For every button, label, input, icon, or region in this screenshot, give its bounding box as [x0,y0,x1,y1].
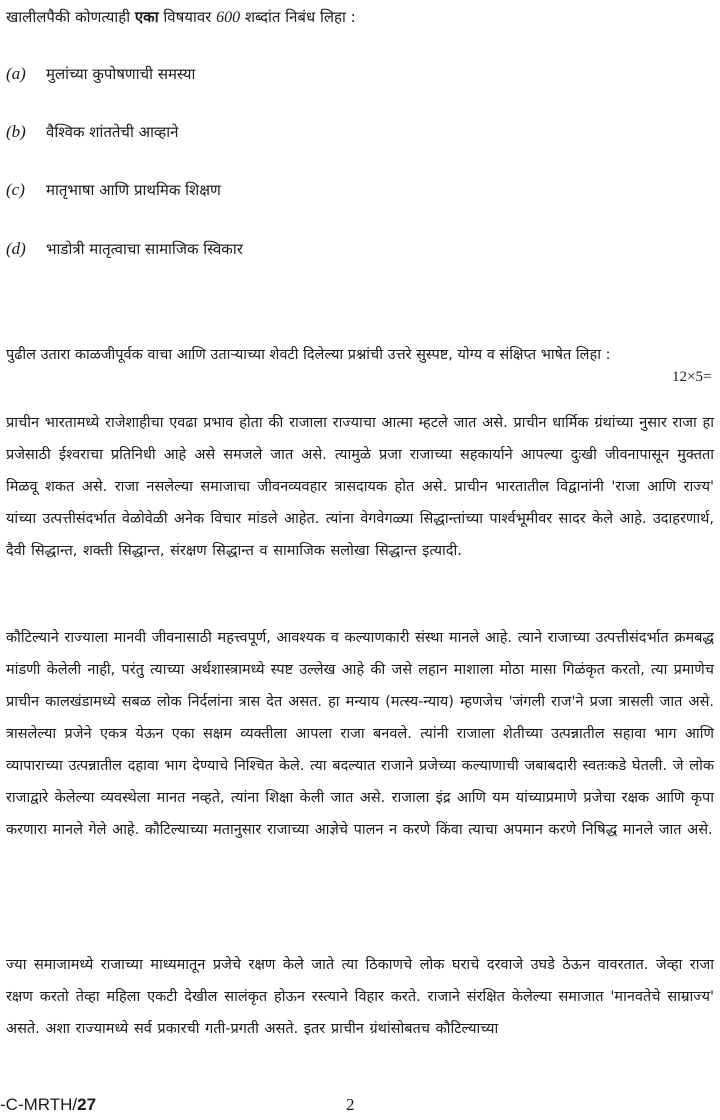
topic-letter: (b) [6,122,26,141]
paper-code-prefix: -C-MRTH/ [0,1095,78,1114]
essay-instruction [6,6,706,29]
essay-instruction-pre: खालीलपैकी कोणत्याही [6,8,135,26]
paper-code-number: 27 [77,1095,97,1114]
page-number: 2 [346,1095,355,1114]
essay-topic-d [6,238,706,260]
passage-paragraph-1: प्राचीन भारतामध्ये राजेशाहीचा एवढा प्रभाव होता की राजाला राज्याचा आत्मा म्हटले जात असे. प्राचीन धार्मिक ग्रंथांच्या नुसार राजा हा प्रजेसाठी ईश्वराचा प्रतिनिधी आहे असे समजले जात असे. त्यामुळे प्रजा राजाच्या सहकार्याने आपल्या दुःखी जीवनापासून मुक्तता मिळवू शकत असे. राजा नसलेल्या समाजाचा जीवनव्यवहार त्रासदायक होत असे. प्राचीन भारतातील विद्वानांनी 'राजा आणि राज्य' यांच्या उत्पत्तीसंदर्भात वेळोवेळी अनेक विचार मांडले आहेत. त्यांना वेगवेगळ्या सिद्धान्तांच्या पार्श्वभूमीवर सादर केले आहे. उदाहरणार्थ, दैवी सिद्धान्त, शक्ती सिद्धान्त, संरक्षण सिद्धान्त व सामाजिक सलोखा सिद्धान्त इत्यादी. [6,415,714,559]
essay-instruction-mid: विषयावर [158,8,217,26]
passage-instruction: पुढील उतारा काळजीपूर्वक वाचा आणि उताऱ्याच्या शेवटी दिलेल्या प्रश्नांची उत्तरे सुस्पष्ट, योग्य व संक्षिप्त भाषेत लिहा : [6,347,611,363]
topic-text: वैश्विक शांततेची आव्हाने [46,123,179,141]
marks-allocation: 12×5= [672,369,712,385]
passage-paragraph-3: ज्या समाजामध्ये राजाच्या माध्यमातून प्रजेचे रक्षण केले जाते त्या ठिकाणचे लोक घराचे दरवाजे उघडे ठेऊन वावरतात. जेव्हा राजा रक्षण करतो तेव्हा महिला एकटी देखील सालंकृत होऊन रस्त्याने विहार करते. राजाने संरक्षित केलेल्या समाजात 'मानवतेचे साम्राज्य' असते. अशा राज्यामध्ये सर्व प्रकारची गती-प्रगती असते. इतर प्राचीन ग्रंथांसोबतच कौटिल्याच्या [6,957,714,1037]
essay-instruction-post: शब्दांत निबंध लिहा : [240,8,356,26]
topic-text: मातृभाषा आणि प्राथमिक शिक्षण [46,181,221,199]
topic-text: भाडोत्री मातृत्वाचा सामाजिक स्विकार [46,240,243,258]
topic-letter: (c) [6,180,25,199]
essay-word-count: 600 [216,9,241,26]
passage-paragraph-2: कौटिल्याने राज्याला मानवी जीवनासाठी महत्त्वपूर्ण, आवश्यक व कल्याणकारी संस्था मानले आहे. त्याने राजाच्या उत्पत्तीसंदर्भात क्रमबद्ध मांडणी केलेली नाही, परंतु त्याच्या अर्थशास्त्रामध्ये स्पष्ट उल्लेख आहे की जसे लहान माशाला मोठा मासा गिळंकृत करतो, त्या प्रमाणेच प्राचीन कालखंडामध्ये सबळ लोक निर्दलांना त्रास देत असत. हा मन्याय (मत्स्य-न्याय) म्हणजेच 'जंगली राज'ने प्रजा त्रासली जात असे. त्रासलेल्या प्रजेने एकत्र येऊन एका सक्षम व्यक्तीला आपला राजा बनवले. त्यांनी राजाला शेतीच्या उत्पन्नातील सहावा भाग आणि व्यापाराच्या उत्पन्नातील दहावा भाग देण्याचे निश्चित केले. त्या बदल्यात राजाने प्रजेच्या कल्याणाची जबाबदारी स्वतःकडे घेतली. जे लोक राजाद्वारे केलेल्या व्यवस्थेला मानत नव्हते, त्यांना शिक्षा केली जात असे. राजाला इंद्र आणि यम यांच्याप्रमाणे प्रजेचा रक्षक आणि कृपा करणारा मानले गेले आहे. कौटिल्याच्या मतानुसार राजाच्या आज्ञेचे पालन न करणे किंवा त्याचा अपमान करणे निषिद्ध मानले जात असे. [6,630,714,838]
essay-instruction-bold: एका [134,8,159,26]
essay-topic-a [6,63,706,85]
topic-letter: (a) [6,64,26,83]
essay-topic-b [6,121,706,143]
paper-code [0,1093,96,1117]
topic-text: मुलांच्या कुपोषणाची समस्या [46,65,196,83]
topic-letter: (d) [6,239,26,258]
essay-topic-c [6,179,706,201]
